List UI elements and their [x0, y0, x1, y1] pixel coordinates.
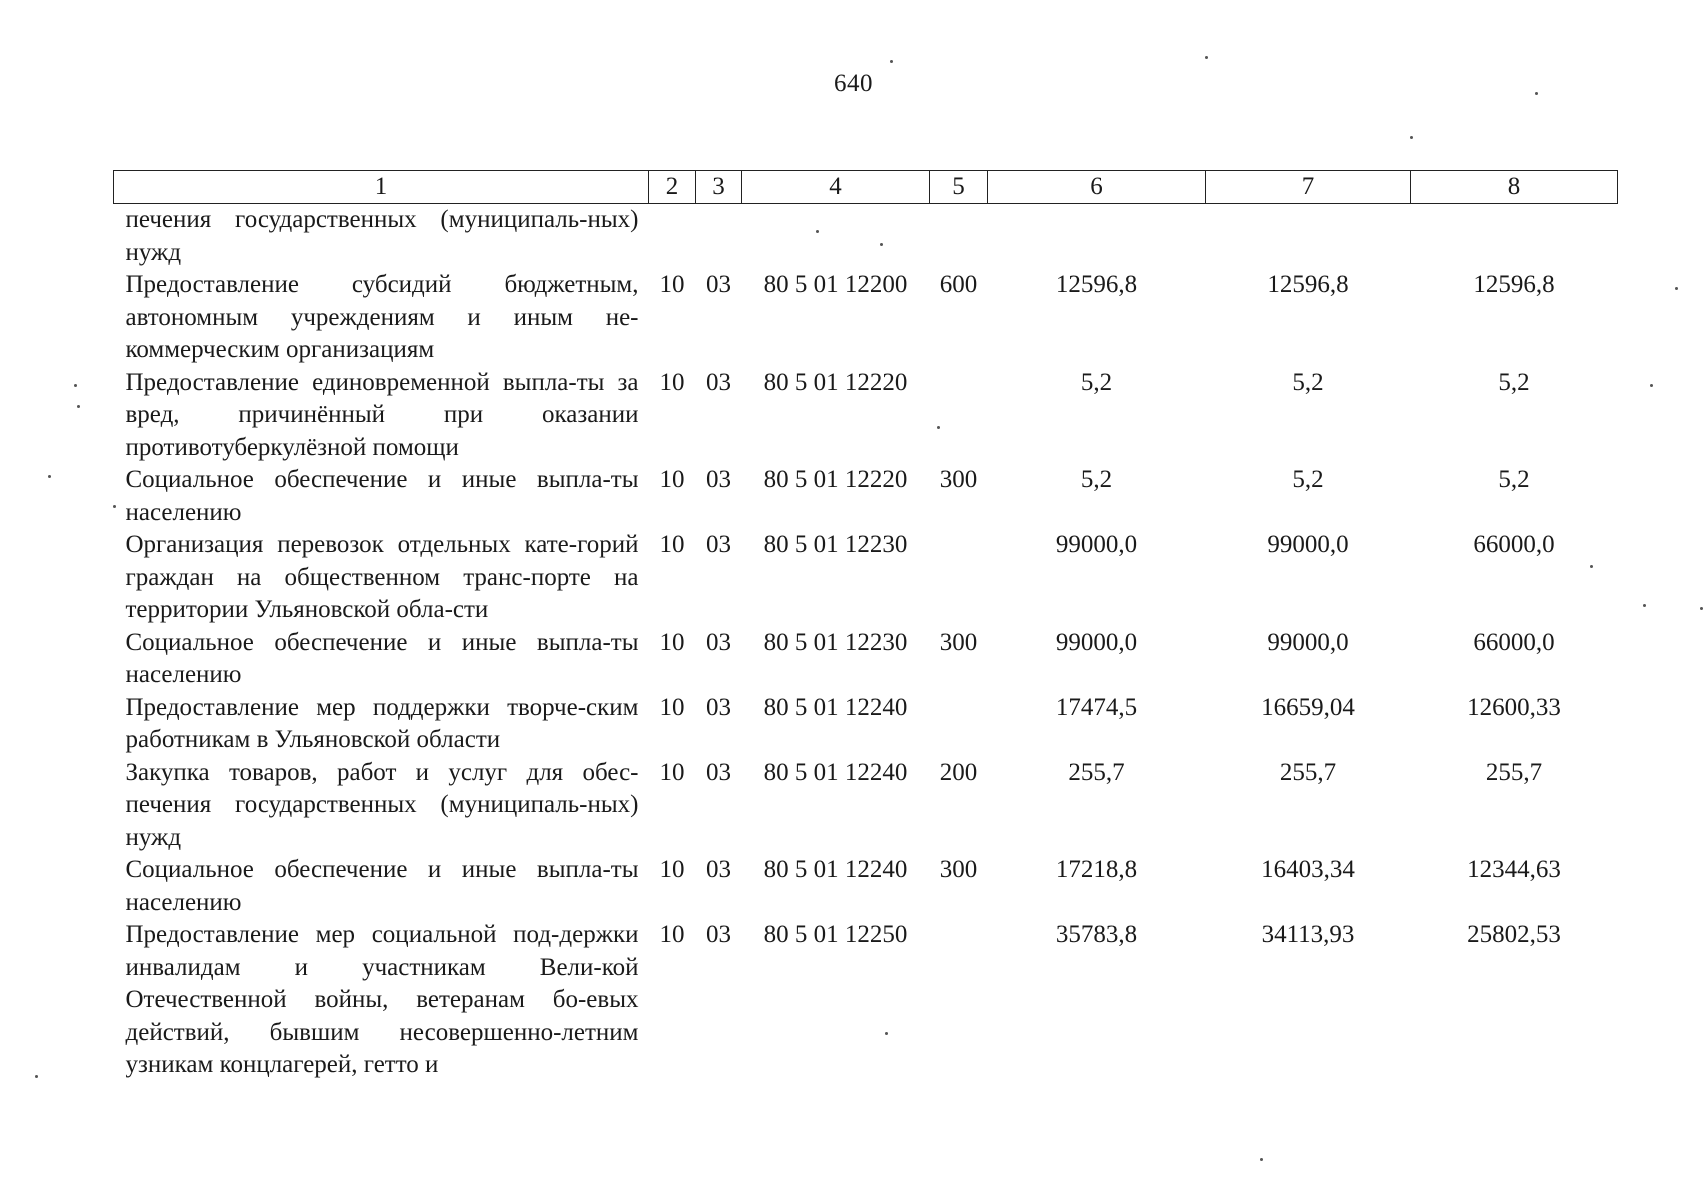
cell-section: 10	[659, 693, 685, 721]
cell-amount-col6: 35783,8	[1055, 921, 1138, 948]
cell-expense-type: 600	[939, 271, 978, 298]
cell-section: 10	[659, 628, 685, 656]
scan-speck	[1590, 565, 1593, 568]
cell-name: Предоставление мер социальной под-держки инвалидам и участникам Вели-кой Отечественной войны, ветеранам бо-евых действий, бывшим несовершенно-летним узникам концлагерей, гетто и	[125, 921, 639, 1078]
scan-speck	[1535, 92, 1538, 95]
header-col-5: 5	[930, 171, 988, 204]
cell-amount-col6	[988, 204, 1206, 270]
table-row	[114, 367, 1618, 465]
table-row	[114, 204, 1618, 270]
header-col-3: 3	[696, 171, 742, 204]
cell-name: Социальное обеспечение и иные выпла-ты населению	[125, 466, 639, 526]
budget-table	[113, 170, 1618, 1082]
cell-subsection	[696, 204, 742, 270]
scan-speck	[1650, 384, 1653, 387]
cell-amount-col7: 16659,04	[1261, 693, 1355, 721]
header-row	[114, 171, 1618, 204]
cell-name: Предоставление единовременной выпла-ты за вред, причинённый при оказании противотуберкулёзной помощи	[125, 368, 639, 461]
cell-amount-col6: 5,2	[1080, 368, 1113, 396]
scan-speck	[1643, 604, 1646, 607]
header-col-1: 1	[114, 171, 649, 204]
cell-target-article: 80 5 01 12240	[763, 758, 908, 786]
cell-amount-col7: 12596,8	[1267, 271, 1349, 298]
cell-amount-col6: 99000,0	[1055, 628, 1138, 656]
cell-subsection: 03	[706, 271, 731, 298]
cell-name: Социальное обеспечение и иные выпла-ты населению	[125, 628, 639, 688]
table-row	[114, 919, 1618, 1082]
cell-name: Организация перевозок отдельных кате-горий граждан на общественном транс-порте на территории Ульяновской обла-сти	[125, 531, 639, 623]
cell-amount-col7: 255,7	[1279, 758, 1337, 786]
cell-name: печения государственных (муниципаль-ных) нужд	[125, 206, 639, 266]
cell-amount-col8: 12596,8	[1473, 271, 1555, 298]
cell-expense-type	[930, 919, 988, 1082]
table-row	[114, 529, 1618, 627]
cell-amount-col8	[1411, 204, 1618, 270]
cell-section: 10	[659, 368, 685, 396]
table-row	[114, 627, 1618, 692]
cell-target-article: 80 5 01 12240	[763, 856, 908, 883]
scan-speck	[48, 475, 51, 478]
table-row	[114, 269, 1618, 367]
scan-speck	[1675, 287, 1678, 290]
cell-expense-type	[930, 692, 988, 757]
cell-subsection: 03	[706, 758, 731, 786]
header-col-4: 4	[742, 171, 930, 204]
cell-section: 10	[659, 856, 685, 883]
cell-amount-col6: 99000,0	[1055, 531, 1138, 558]
scan-speck	[1410, 136, 1413, 139]
cell-subsection: 03	[706, 693, 731, 721]
cell-amount-col8: 12344,63	[1467, 856, 1561, 883]
cell-target-article: 80 5 01 12240	[763, 693, 908, 721]
page-number: 640	[834, 70, 873, 97]
cell-target-article: 80 5 01 12200	[763, 271, 908, 298]
scan-speck	[885, 1032, 888, 1035]
cell-expense-type: 300	[939, 628, 978, 656]
cell-section	[649, 204, 696, 270]
cell-subsection: 03	[706, 628, 731, 656]
cell-expense-type	[930, 367, 988, 465]
cell-amount-col7: 5,2	[1292, 466, 1324, 493]
header-col-6: 6	[988, 171, 1206, 204]
cell-section: 10	[659, 466, 685, 493]
cell-amount-col7: 34113,93	[1261, 921, 1355, 948]
cell-target-article: 80 5 01 12230	[763, 628, 908, 656]
scan-speck	[816, 230, 819, 233]
scan-speck	[77, 405, 80, 408]
table-row	[114, 464, 1618, 529]
table-body	[114, 204, 1618, 1082]
cell-section: 10	[659, 921, 685, 948]
cell-expense-type: 300	[939, 856, 978, 883]
cell-amount-col6: 5,2	[1080, 466, 1113, 493]
cell-amount-col6: 12596,8	[1055, 271, 1138, 298]
table-row	[114, 854, 1618, 919]
cell-amount-col6: 17474,5	[1055, 693, 1138, 721]
cell-name: Закупка товаров, работ и услуг для обес-печения государственных (муниципаль-ных) нужд	[125, 758, 639, 851]
cell-expense-type	[930, 204, 988, 270]
cell-amount-col8: 255,7	[1485, 758, 1543, 786]
cell-amount-col7: 99000,0	[1267, 531, 1349, 558]
cell-subsection: 03	[706, 921, 731, 948]
cell-expense-type: 300	[939, 466, 978, 493]
cell-amount-col8: 5,2	[1498, 466, 1530, 493]
cell-target-article	[742, 204, 930, 270]
scan-speck	[880, 243, 883, 246]
cell-target-article: 80 5 01 12230	[763, 531, 908, 558]
cell-amount-col8: 5,2	[1498, 368, 1530, 396]
header-col-8: 8	[1411, 171, 1618, 204]
cell-amount-col7: 99000,0	[1267, 628, 1349, 656]
scan-speck	[113, 505, 116, 508]
table-header	[114, 171, 1618, 204]
cell-amount-col7	[1206, 204, 1411, 270]
cell-section: 10	[659, 271, 685, 298]
table-row	[114, 757, 1618, 855]
cell-amount-col6: 17218,8	[1055, 856, 1138, 883]
cell-section: 10	[659, 531, 685, 558]
cell-expense-type: 200	[939, 758, 978, 786]
cell-amount-col8: 66000,0	[1473, 531, 1555, 558]
cell-target-article: 80 5 01 12250	[763, 921, 908, 948]
cell-subsection: 03	[706, 368, 731, 396]
cell-target-article: 80 5 01 12220	[763, 466, 908, 493]
cell-amount-col8: 66000,0	[1473, 628, 1555, 656]
table-row	[114, 692, 1618, 757]
cell-target-article: 80 5 01 12220	[763, 368, 908, 396]
header-col-2: 2	[649, 171, 696, 204]
scan-speck	[1260, 1158, 1263, 1161]
cell-amount-col6: 255,7	[1068, 758, 1125, 786]
scan-speck	[74, 384, 77, 387]
cell-expense-type	[930, 529, 988, 627]
scan-speck	[890, 60, 893, 63]
cell-name: Предоставление субсидий бюджетным, автономным учреждениям и иным не-коммерческим организациям	[125, 271, 639, 363]
cell-section: 10	[659, 758, 685, 786]
cell-amount-col7: 5,2	[1292, 368, 1324, 396]
scan-speck	[1205, 56, 1208, 59]
cell-amount-col7: 16403,34	[1261, 856, 1355, 883]
header-col-7: 7	[1206, 171, 1411, 204]
cell-name: Социальное обеспечение и иные выпла-ты населению	[125, 856, 639, 916]
cell-subsection: 03	[706, 856, 731, 883]
scan-speck	[937, 426, 940, 429]
cell-name: Предоставление мер поддержки творче-ским работникам в Ульяновской области	[125, 693, 639, 753]
cell-subsection: 03	[706, 531, 731, 558]
cell-subsection: 03	[706, 466, 731, 493]
cell-amount-col8: 25802,53	[1467, 921, 1561, 948]
scan-speck	[35, 1075, 38, 1078]
cell-amount-col8: 12600,33	[1467, 693, 1561, 721]
scan-speck	[1700, 607, 1703, 610]
